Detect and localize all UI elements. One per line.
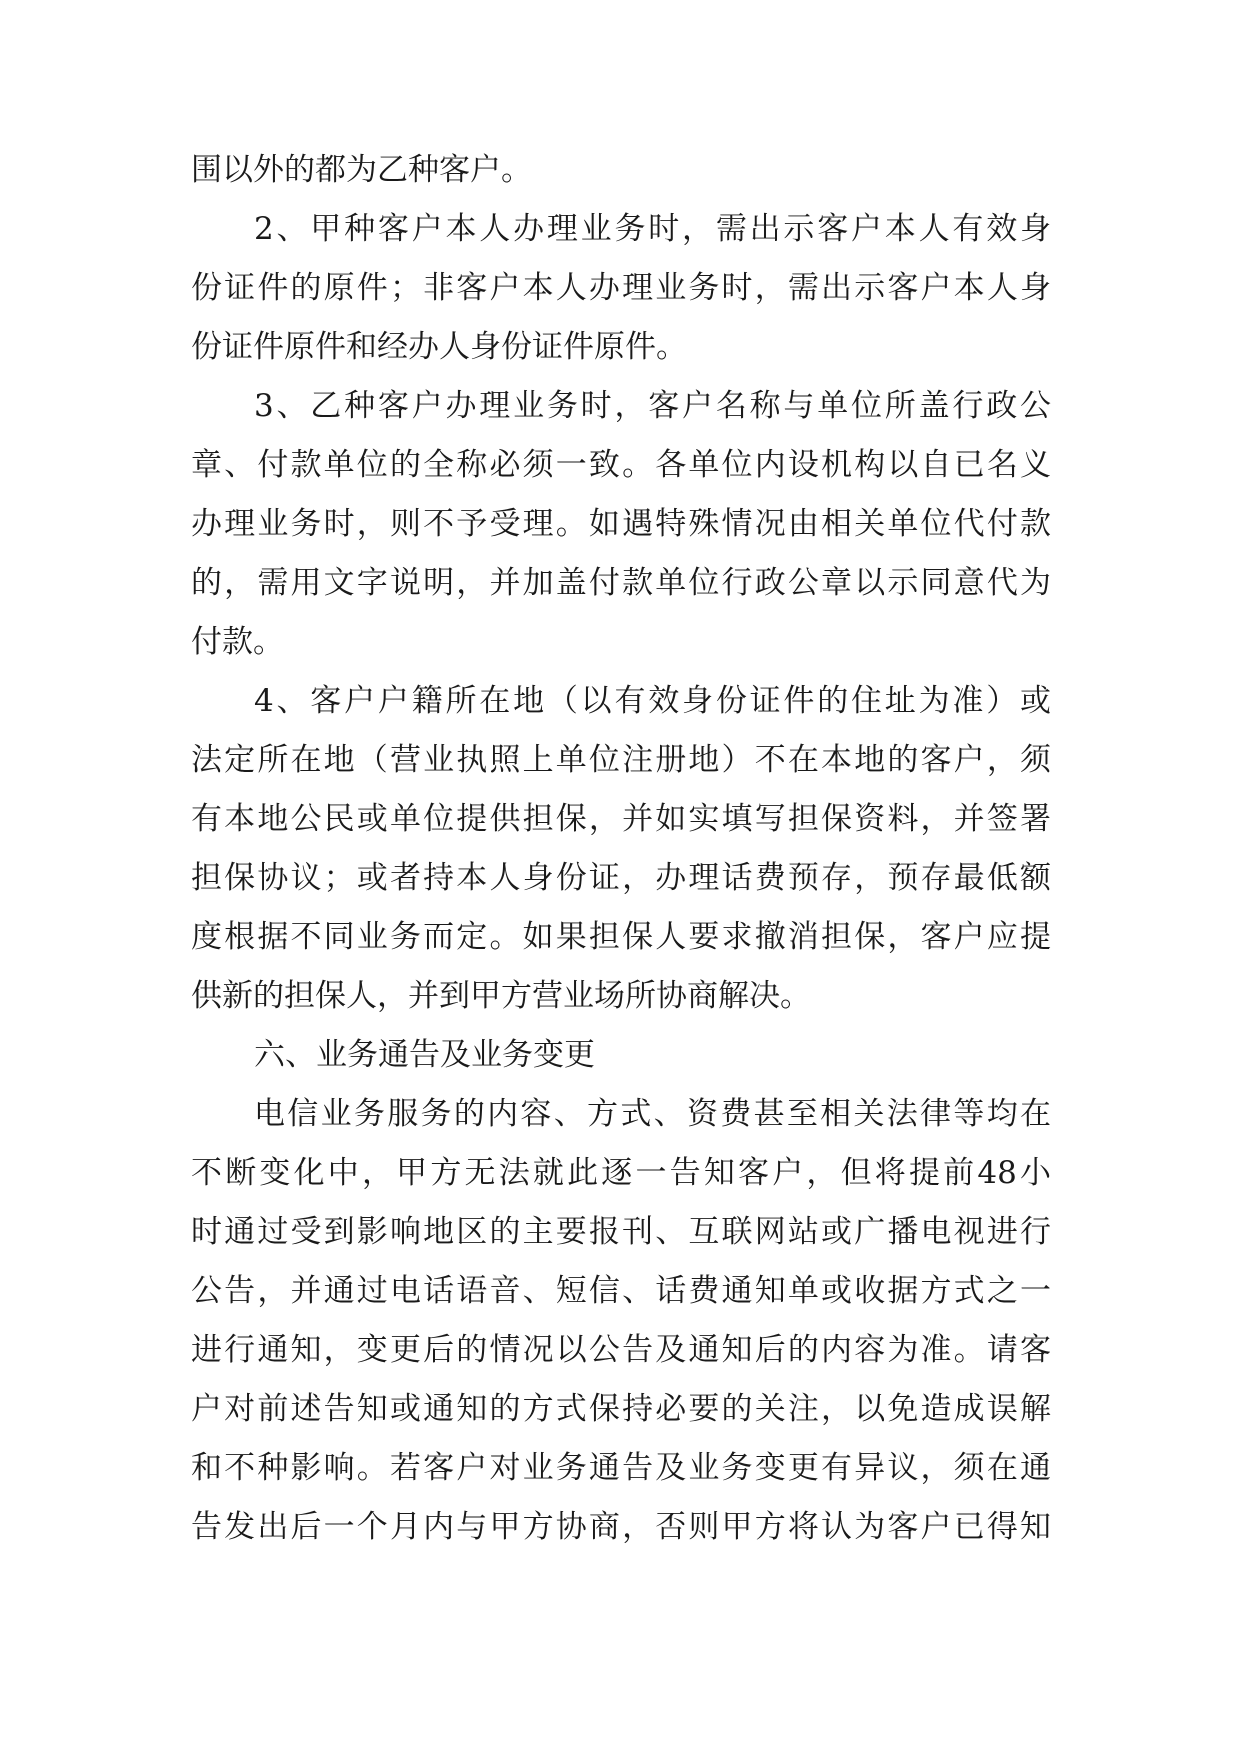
text-line: 和不种影响。若客户对业务通告及业务变更有异议，须在通 xyxy=(191,1450,1051,1486)
text-line: 份证件原件和经办人身份证件原件。 xyxy=(191,329,687,365)
text-line: 告发出后一个月内与甲方协商，否则甲方将认为客户已得知 xyxy=(191,1509,1051,1545)
text-line: 4、客户户籍所在地（以有效身份证件的住址为准）或 xyxy=(254,683,1051,719)
text-line: 办理业务时，则不予受理。如遇特殊情况由相关单位代付款 xyxy=(191,506,1051,542)
text-line: 2、甲种客户本人办理业务时，需出示客户本人有效身 xyxy=(254,211,1051,247)
text-line: 3、乙种客户办理业务时，客户名称与单位所盖行政公 xyxy=(254,388,1051,424)
text-line: 法定所在地（营业执照上单位注册地）不在本地的客户，须 xyxy=(191,742,1051,778)
text-line: 担保协议；或者持本人身份证，办理话费预存，预存最低额 xyxy=(191,860,1051,896)
text-line: 围以外的都为乙种客户。 xyxy=(191,152,532,188)
text-line: 付款。 xyxy=(191,624,284,660)
text-line: 供新的担保人，并到甲方营业场所协商解决。 xyxy=(191,978,811,1014)
section-heading: 六、业务通告及业务变更 xyxy=(254,1037,595,1073)
text-line: 时通过受到影响地区的主要报刊、互联网站或广播电视进行 xyxy=(191,1214,1051,1250)
text-line: 电信业务服务的内容、方式、资费甚至相关法律等均在 xyxy=(254,1096,1051,1132)
text-line: 不断变化中，甲方无法就此逐一告知客户，但将提前48小 xyxy=(191,1155,1051,1191)
text-line: 章、付款单位的全称必须一致。各单位内设机构以自已名义 xyxy=(191,447,1051,483)
text-line: 份证件的原件；非客户本人办理业务时，需出示客户本人身 xyxy=(191,270,1051,306)
text-line: 的，需用文字说明，并加盖付款单位行政公章以示同意代为 xyxy=(191,565,1051,601)
text-line: 进行通知，变更后的情况以公告及通知后的内容为准。请客 xyxy=(191,1332,1051,1368)
text-line: 有本地公民或单位提供担保，并如实填写担保资料，并签署 xyxy=(191,801,1051,837)
text-line: 户对前述告知或通知的方式保持必要的关注，以免造成误解 xyxy=(191,1391,1051,1427)
text-line: 公告，并通过电话语音、短信、话费通知单或收据方式之一 xyxy=(191,1273,1051,1309)
text-line: 度根据不同业务而定。如果担保人要求撤消担保，客户应提 xyxy=(191,919,1051,955)
